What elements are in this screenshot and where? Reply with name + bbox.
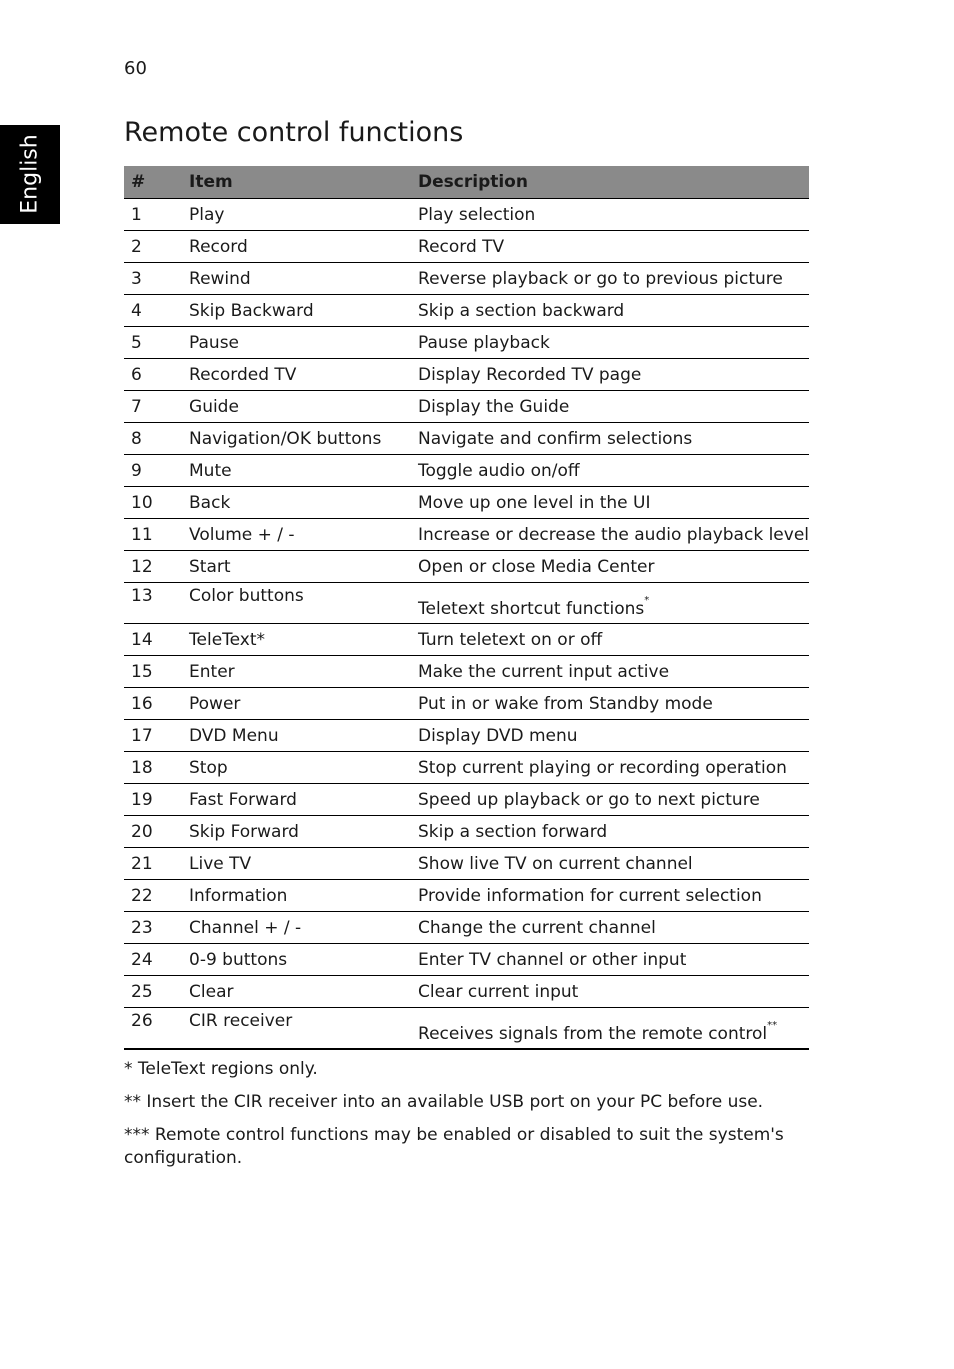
row-description-text: Play selection <box>418 204 536 225</box>
row-item-text: Clear <box>189 981 234 1002</box>
row-number-text: 24 <box>131 949 153 970</box>
row-number <box>124 231 182 263</box>
row-number-text: 25 <box>131 981 153 1002</box>
table-row <box>124 784 809 816</box>
row-number <box>124 199 182 231</box>
row-item-text: Stop <box>189 757 228 778</box>
table-row <box>124 519 809 551</box>
row-item <box>182 455 411 487</box>
row-number-text: 21 <box>131 853 153 874</box>
row-description <box>411 551 809 583</box>
row-description <box>411 720 809 752</box>
row-description <box>411 784 809 816</box>
row-description <box>411 688 809 720</box>
header-number: # <box>124 166 182 199</box>
row-item <box>182 551 411 583</box>
row-item-text: Mute <box>189 460 232 481</box>
row-number <box>124 880 182 912</box>
footnote-marker: ** <box>767 1020 778 1031</box>
row-number <box>124 423 182 455</box>
row-item <box>182 752 411 784</box>
table-row <box>124 944 809 976</box>
row-item <box>182 423 411 455</box>
row-number <box>124 391 182 423</box>
row-number-text: 5 <box>131 332 142 353</box>
row-item <box>182 359 411 391</box>
row-description <box>411 752 809 784</box>
row-number-text: 26 <box>131 1011 153 1031</box>
remote-functions-table <box>124 166 809 1050</box>
row-item-text: Navigation/OK buttons <box>189 428 382 449</box>
row-item-text: Start <box>189 556 231 577</box>
row-item-text: Play <box>189 204 225 225</box>
language-tab-label: English <box>17 134 43 214</box>
row-number <box>124 624 182 656</box>
row-item <box>182 231 411 263</box>
row-number-text: 8 <box>131 428 142 449</box>
table-row <box>124 624 809 656</box>
row-number-text: 16 <box>131 693 153 714</box>
row-number <box>124 263 182 295</box>
table-row <box>124 199 809 231</box>
footnotes <box>124 1058 824 1180</box>
footnote: *** Remote control functions may be enabled or disabled to suit the system's configuration. <box>124 1125 784 1168</box>
row-description-text: Move up one level in the UI <box>418 492 651 513</box>
row-item <box>182 295 411 327</box>
header-description: Description <box>411 166 809 199</box>
row-item <box>182 848 411 880</box>
row-item <box>182 327 411 359</box>
row-description-text: Toggle audio on/off <box>418 460 580 481</box>
footnote: ** Insert the CIR receiver into an available USB port on your PC before use. <box>124 1092 764 1112</box>
row-description-text: Change the current channel <box>418 917 656 938</box>
row-number <box>124 295 182 327</box>
table-row <box>124 487 809 519</box>
row-number-text: 18 <box>131 757 153 778</box>
row-description-text: Stop current playing or recording operation <box>418 757 787 778</box>
row-description-text: Turn teletext on or off <box>418 629 603 650</box>
row-description <box>411 624 809 656</box>
row-description <box>411 880 809 912</box>
row-description-text: Record TV <box>418 236 505 257</box>
row-number-text: 14 <box>131 629 153 650</box>
row-description-text: Display the Guide <box>418 396 570 417</box>
row-item <box>182 1008 411 1050</box>
row-number-text: 17 <box>131 725 153 746</box>
row-item <box>182 656 411 688</box>
row-number <box>124 487 182 519</box>
row-item <box>182 720 411 752</box>
row-number <box>124 519 182 551</box>
row-number <box>124 784 182 816</box>
row-number-text: 1 <box>131 204 142 225</box>
row-description <box>411 656 809 688</box>
row-number-text: 9 <box>131 460 142 481</box>
row-item <box>182 263 411 295</box>
row-item-text: Rewind <box>189 268 251 289</box>
row-item-text: Record <box>189 236 248 257</box>
language-side-tab <box>0 125 60 224</box>
table-row <box>124 327 809 359</box>
row-number-text: 2 <box>131 236 142 257</box>
row-description-text: Skip a section backward <box>418 300 625 321</box>
row-description <box>411 487 809 519</box>
table-row <box>124 359 809 391</box>
row-item-text: Enter <box>189 661 235 682</box>
row-description-text: Navigate and confirm selections <box>418 428 693 449</box>
table-row <box>124 391 809 423</box>
table-row <box>124 656 809 688</box>
row-number <box>124 327 182 359</box>
row-item-text: Live TV <box>189 853 252 874</box>
row-description <box>411 976 809 1008</box>
row-item <box>182 391 411 423</box>
row-number-text: 7 <box>131 396 142 417</box>
row-item-text: TeleText* <box>189 629 266 650</box>
row-item-text: Fast Forward <box>189 789 297 810</box>
row-number <box>124 551 182 583</box>
row-number-text: 10 <box>131 492 153 513</box>
row-number-text: 22 <box>131 885 153 906</box>
row-number <box>124 912 182 944</box>
row-number-text: 15 <box>131 661 153 682</box>
row-description-text: Enter TV channel or other input <box>418 949 687 970</box>
row-number <box>124 816 182 848</box>
table-row <box>124 816 809 848</box>
row-description-text: Show live TV on current channel <box>418 853 693 874</box>
table-row <box>124 752 809 784</box>
row-number <box>124 583 182 624</box>
table-row <box>124 1008 809 1050</box>
row-item <box>182 487 411 519</box>
row-description <box>411 816 809 848</box>
row-description <box>411 944 809 976</box>
row-number <box>124 455 182 487</box>
row-number-text: 4 <box>131 300 142 321</box>
row-item-text: Information <box>189 885 288 906</box>
footnote-marker: * <box>644 595 650 606</box>
footnote: * TeleText regions only. <box>124 1059 318 1079</box>
row-number <box>124 944 182 976</box>
row-description <box>411 912 809 944</box>
page-number: 60 <box>124 58 147 79</box>
row-item <box>182 880 411 912</box>
row-number-text: 23 <box>131 917 153 938</box>
row-item <box>182 583 411 624</box>
table-row <box>124 583 809 624</box>
row-description <box>411 263 809 295</box>
row-description-text: Speed up playback or go to next picture <box>418 789 760 810</box>
row-item-text: Recorded TV <box>189 364 297 385</box>
row-number-text: 3 <box>131 268 142 289</box>
row-item <box>182 944 411 976</box>
row-description <box>411 423 809 455</box>
row-description-text: Open or close Media Center <box>418 556 655 577</box>
row-description <box>411 327 809 359</box>
row-item <box>182 912 411 944</box>
table-row <box>124 295 809 327</box>
row-description-text: Reverse playback or go to previous picture <box>418 268 783 289</box>
row-description <box>411 455 809 487</box>
table-header-row <box>124 166 809 199</box>
table-body <box>124 199 809 1050</box>
row-item-text: Skip Backward <box>189 300 314 321</box>
row-description-text: Display Recorded TV page <box>418 364 642 385</box>
table-row <box>124 912 809 944</box>
row-number <box>124 688 182 720</box>
row-number-text: 12 <box>131 556 153 577</box>
row-description <box>411 583 809 624</box>
row-description <box>411 391 809 423</box>
row-description-text: Clear current input <box>418 981 579 1002</box>
row-description <box>411 231 809 263</box>
row-item-text: Volume + / - <box>189 524 295 545</box>
row-number <box>124 848 182 880</box>
row-item-text: Channel + / - <box>189 917 302 938</box>
row-description-text: Increase or decrease the audio playback level <box>418 524 809 545</box>
row-number-text: 11 <box>131 524 153 545</box>
row-item-text: Back <box>189 492 231 513</box>
row-number <box>124 976 182 1008</box>
page-title: Remote control functions <box>124 117 464 148</box>
row-number-text: 13 <box>131 586 153 606</box>
row-description-text: Display DVD menu <box>418 725 578 746</box>
table-row <box>124 976 809 1008</box>
table-row <box>124 848 809 880</box>
row-number <box>124 359 182 391</box>
row-item-text: Skip Forward <box>189 821 299 842</box>
table-row <box>124 720 809 752</box>
row-description-text: Teletext shortcut functions <box>418 599 645 619</box>
row-description <box>411 295 809 327</box>
row-description-text: Receives signals from the remote control <box>418 1024 768 1044</box>
row-number <box>124 656 182 688</box>
row-description-text: Provide information for current selection <box>418 885 762 906</box>
row-item <box>182 816 411 848</box>
row-description <box>411 199 809 231</box>
row-description-text: Pause playback <box>418 332 550 353</box>
table-row <box>124 423 809 455</box>
table-row <box>124 231 809 263</box>
row-item-text: DVD Menu <box>189 725 279 746</box>
row-number-text: 20 <box>131 821 153 842</box>
table-row <box>124 551 809 583</box>
row-item <box>182 976 411 1008</box>
row-description-text: Skip a section forward <box>418 821 608 842</box>
row-item-text: CIR receiver <box>189 1011 293 1031</box>
row-number-text: 19 <box>131 789 153 810</box>
row-item <box>182 199 411 231</box>
row-item-text: Power <box>189 693 241 714</box>
row-number <box>124 720 182 752</box>
table-row <box>124 688 809 720</box>
row-description <box>411 359 809 391</box>
row-description <box>411 519 809 551</box>
row-description-text: Make the current input active <box>418 661 670 682</box>
row-description <box>411 1008 809 1050</box>
row-number-text: 6 <box>131 364 142 385</box>
row-item-text: Guide <box>189 396 239 417</box>
row-item <box>182 624 411 656</box>
row-description-text: Put in or wake from Standby mode <box>418 693 713 714</box>
row-item-text: 0-9 buttons <box>189 949 288 970</box>
row-description <box>411 848 809 880</box>
row-number <box>124 752 182 784</box>
row-item-text: Pause <box>189 332 240 353</box>
row-item <box>182 784 411 816</box>
header-item: Item <box>182 166 411 199</box>
table-row <box>124 880 809 912</box>
table-row <box>124 263 809 295</box>
row-item <box>182 519 411 551</box>
row-number <box>124 1008 182 1050</box>
table-row <box>124 455 809 487</box>
row-item <box>182 688 411 720</box>
row-item-text: Color buttons <box>189 586 304 606</box>
